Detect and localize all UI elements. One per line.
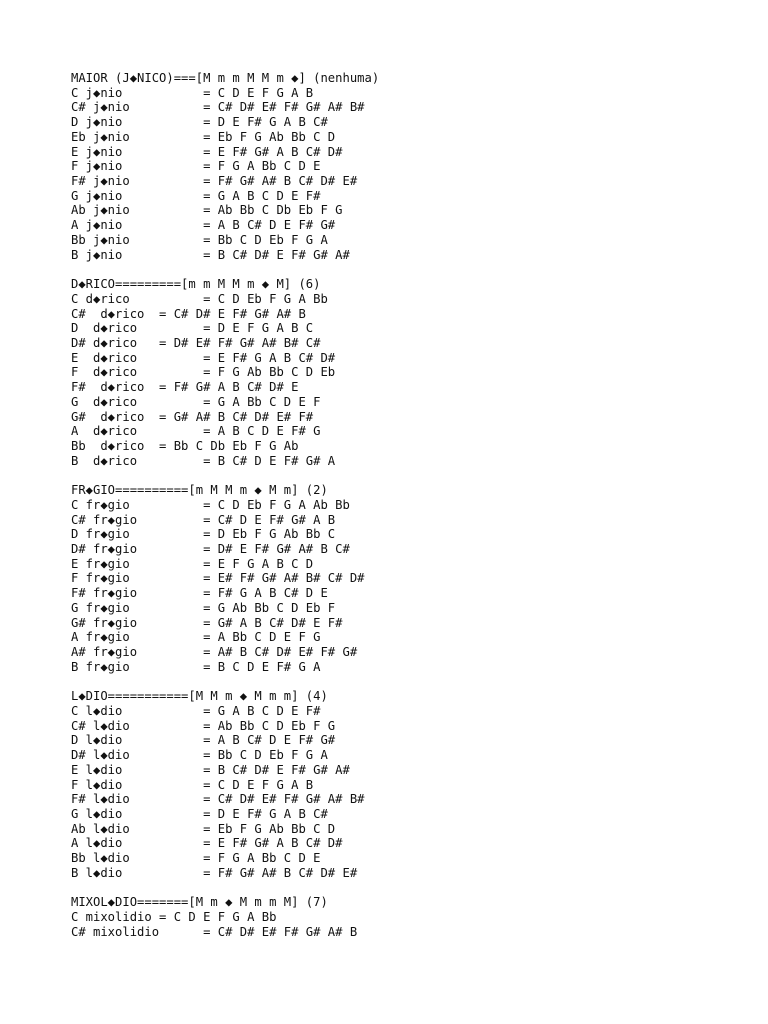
text-line: D j◆nio = D E F# G A B C# <box>71 115 328 130</box>
text-line: D# fr◆gio = D# E F# G# A# B C# <box>71 542 350 556</box>
text-line: G# fr◆gio = G# A B C# D# E F# <box>71 615 343 630</box>
text-line <box>71 468 379 483</box>
text-line: A d◆rico = A B C D E F# G <box>71 424 321 439</box>
text-line: D l◆dio = A B C# D E F# G# <box>71 733 336 748</box>
text-line: B j◆nio = B C# D# E F# G# A# <box>71 247 350 262</box>
text-line: FR◆GIO==========[m M M m ◆ M m] (2) <box>71 483 328 498</box>
text-line: F# fr◆gio = F# G A B C# D E <box>71 586 328 601</box>
text-line: Bb l◆dio = F G A Bb C D E <box>71 851 321 866</box>
text-line <box>71 674 379 689</box>
text-line: A fr◆gio = A Bb C D E F G <box>71 630 321 645</box>
text-line: E j◆nio = E F# G# A B C# D# <box>71 144 343 159</box>
text-line: G# d◆rico = G# A# B C# D# E# F# <box>71 409 314 424</box>
text-line: D fr◆gio = D Eb F G Ab Bb C <box>71 527 336 542</box>
text-line: Eb j◆nio = Eb F G Ab Bb C D <box>71 129 336 144</box>
text-line: C# l◆dio = Ab Bb C D Eb F G <box>71 718 336 733</box>
text-line: F# d◆rico = F# G# A B C# D# E <box>71 380 299 395</box>
text-line: B fr◆gio = B C D E F# G A <box>71 659 321 674</box>
text-line <box>71 262 379 277</box>
text-line: D# d◆rico = D# E# F# G# A# B# C# <box>71 335 321 350</box>
text-line: Ab j◆nio = Ab Bb C Db Eb F G <box>71 203 343 218</box>
text-line: F d◆rico = F G Ab Bb C D Eb <box>71 365 336 380</box>
text-line <box>71 881 379 896</box>
text-line: C# j◆nio = C# D# E# F# G# A# B# <box>71 100 365 115</box>
text-line: D d◆rico = D E F G A B C <box>71 321 314 336</box>
text-line: E d◆rico = E F# G A B C# D# <box>71 350 336 365</box>
text-line: C# fr◆gio = C# D E F# G# A B <box>71 512 336 527</box>
text-line: C j◆nio = C D E F G A B <box>71 85 314 100</box>
text-line: C# d◆rico = C# D# E F# G# A# B <box>71 306 306 321</box>
text-line: A j◆nio = A B C# D E F# G# <box>71 218 336 233</box>
text-line: G fr◆gio = G Ab Bb C D Eb F <box>71 600 336 615</box>
text-line: C fr◆gio = C D Eb F G A Ab Bb <box>71 497 350 512</box>
text-line: G j◆nio = G A B C D E F# <box>71 188 321 203</box>
text-line: G l◆dio = D E F# G A B C# <box>71 806 328 821</box>
text-line: D# l◆dio = Bb C D Eb F G A <box>71 748 328 763</box>
text-line: C l◆dio = G A B C D E F# <box>71 703 321 718</box>
text-line: MIXOL◆DIO=======[M m ◆ M m m M] (7) <box>71 895 328 910</box>
text-line: C mixolidio = C D E F G A Bb <box>71 909 277 924</box>
text-line: B l◆dio = F# G# A# B C# D# E# <box>71 865 358 880</box>
text-line: F fr◆gio = E# F# G# A# B# C# D# <box>71 571 365 586</box>
text-line: Bb d◆rico = Bb C Db Eb F G Ab <box>71 438 299 453</box>
text-line: F# j◆nio = F# G# A# B C# D# E# <box>71 174 358 189</box>
text-document <box>71 71 379 939</box>
text-line: MAIOR (J◆NICO)===[M m m M M m ◆] (nenhuma) <box>71 71 380 85</box>
text-line: E l◆dio = B C# D# E F# G# A# <box>71 762 350 777</box>
text-line: F j◆nio = F G A Bb C D E <box>71 159 321 174</box>
text-line: D◆RICO=========[m m M M m ◆ M] (6) <box>71 277 321 292</box>
text-line: C d◆rico = C D Eb F G A Bb <box>71 291 328 306</box>
text-line: E fr◆gio = E F G A B C D <box>71 556 314 571</box>
text-line: C# mixolidio = C# D# E# F# G# A# B <box>71 924 358 939</box>
text-line: F l◆dio = C D E F G A B <box>71 777 314 792</box>
text-line: B d◆rico = B C# D E F# G# A <box>71 453 336 468</box>
text-line: G d◆rico = G A Bb C D E F <box>71 394 321 409</box>
text-line: Ab l◆dio = Eb F G Ab Bb C D <box>71 821 336 836</box>
text-line: Bb j◆nio = Bb C D Eb F G A <box>71 232 328 247</box>
text-line: A l◆dio = E F# G# A B C# D# <box>71 836 343 851</box>
text-line: F# l◆dio = C# D# E# F# G# A# B# <box>71 792 365 807</box>
text-line: A# fr◆gio = A# B C# D# E# F# G# <box>71 645 358 660</box>
text-line: L◆DIO===========[M M m ◆ M m m] (4) <box>71 689 328 704</box>
